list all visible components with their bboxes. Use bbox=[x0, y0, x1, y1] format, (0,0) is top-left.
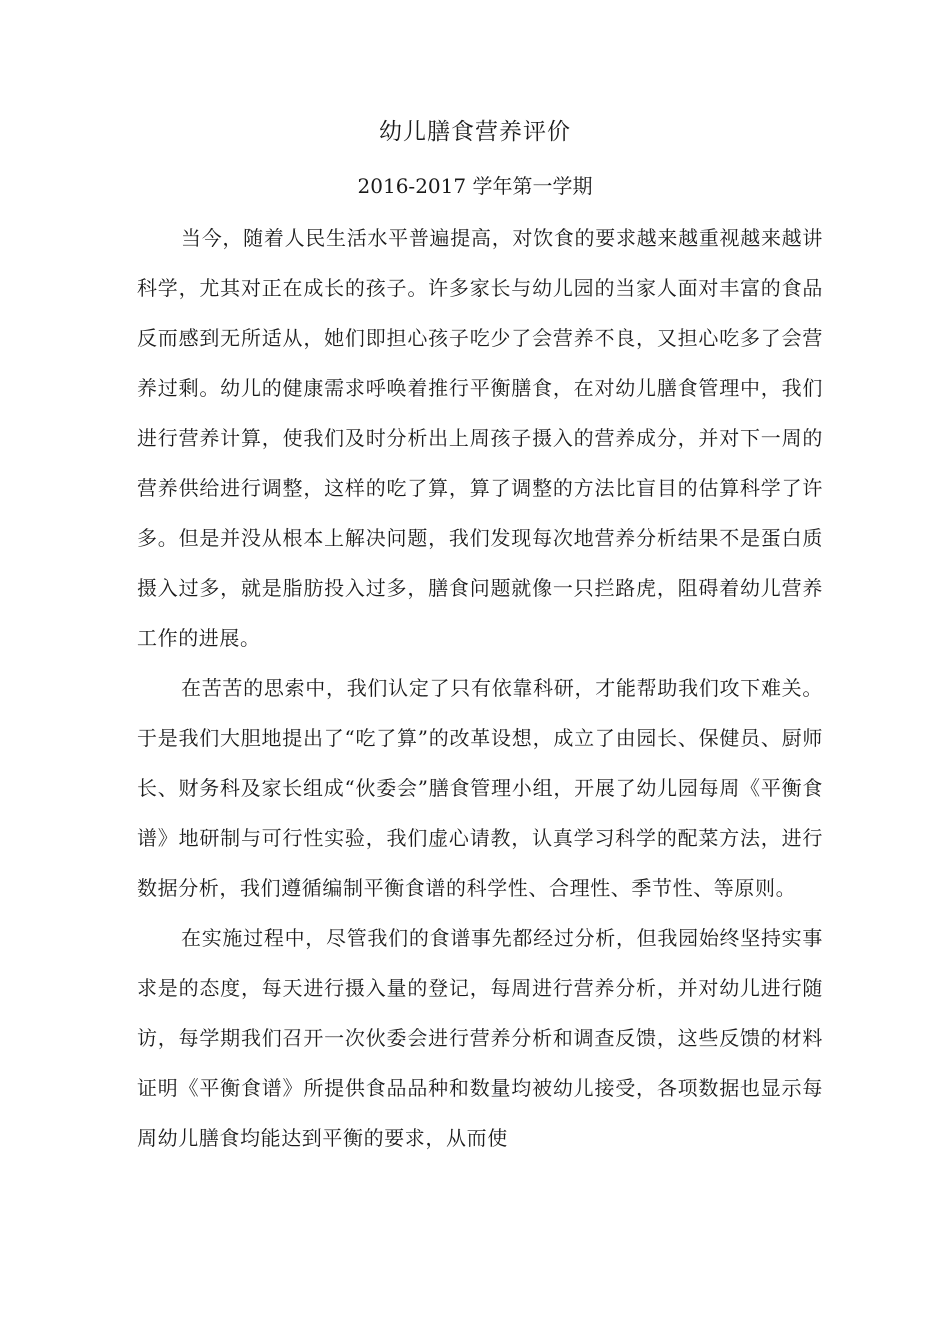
paragraph: 在实施过程中，尽管我们的食谱事先都经过分析，但我园始终坚持实事求是的态度，每天进行摄入量的登记，每周进行营养分析，并对幼儿进行随访，每学期我们召开一次伙委会进行营养分析和调查反馈，这些反馈的材料证明《平衡食谱》所提供食品品种和数量均被幼儿接受，各项数据也显示每周幼儿膳食均能达到平衡的要求，从而使 bbox=[137, 926, 823, 1150]
document-body bbox=[137, 213, 823, 1163]
document-subtitle: 2016-2017 学年第一学期 bbox=[357, 174, 593, 198]
paragraph: 当今，随着人民生活水平普遍提高，对饮食的要求越来越重视越来越讲科学，尤其对正在成长的孩子。许多家长与幼儿园的当家人面对丰富的食品反而感到无所适从，她们即担心孩子吃少了会营养不良，又担心吃多了会营养过剩。幼儿的健康需求呼唤着推行平衡膳食，在对幼儿膳食管理中，我们进行营养计算，使我们及时分析出上周孩子摄入的营养成分，并对下一周的营养供给进行调整，这样的吃了算，算了调整的方法比盲目的估算科学了许多。但是并没从根本上解决问题，我们发现每次地营养分析结果不是蛋白质摄入过多，就是脂肪投入过多，膳食问题就像一只拦路虎，阻碍着幼儿营养工作的进展。 bbox=[137, 226, 823, 650]
document-title: 幼儿膳食营养评价 bbox=[379, 119, 571, 145]
paragraph: 在苦苦的思索中，我们认定了只有依靠科研，才能帮助我们攻下难关。于是我们大胆地提出了“吃了算”的改革设想，成立了由园长、保健员、厨师长、财务科及家长组成“伙委会”膳食管理小组，开展了幼儿园每周《平衡食谱》地研制与可行性实验，我们虚心请教，认真学习科学的配菜方法，进行数据分析，我们遵循编制平衡食谱的科学性、合理性、季节性、等原则。 bbox=[137, 676, 823, 900]
